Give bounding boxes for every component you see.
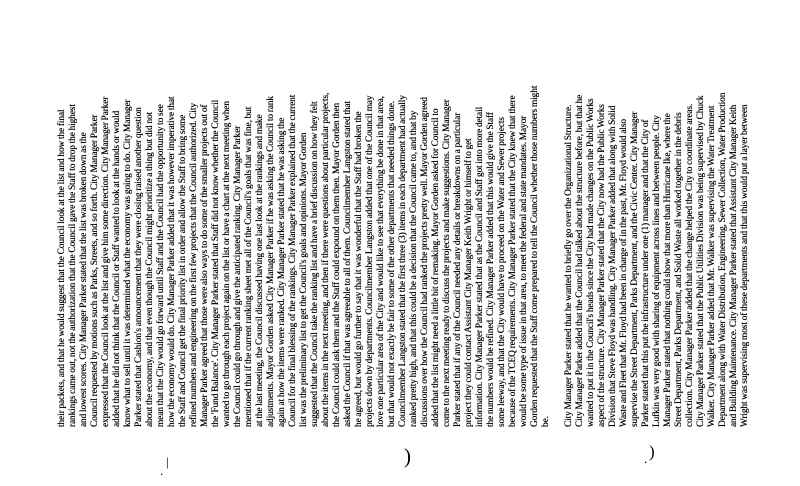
text-line: Waste and Fleet that Mr. Floyd had been in charge of in the past, Mr. Floyd would also bbox=[619, 119, 629, 427]
text-line: Manager Parker agreed that those were also ways to do some of the smaller projects out of bbox=[200, 104, 210, 427]
text-line: Council for the final blessing of the rankings. City Manager Parker explained that the current bbox=[288, 94, 298, 427]
text-line: know what to sell until it was determined what the economy was going to do. City Manager bbox=[123, 99, 133, 427]
text-line: Division that Steve Floyd was handling. City Manager Parker added that along with Solid bbox=[608, 105, 618, 427]
text-line: the 'Fund Balance'. City Manager Parker stated that Staff did not know whether the Council bbox=[211, 99, 221, 427]
text-line: information. City Manager Parker stated that as the Council and Staff got into more detail bbox=[475, 106, 485, 427]
text-line: City Manager Parker added that the Council had talked about the structure before, but that he bbox=[575, 94, 585, 427]
text-line: be. bbox=[541, 416, 551, 427]
text-line: wanted to go through each project again on the list or have a chart at the next meeting when bbox=[222, 101, 232, 427]
text-line: again at how the items were ranked. City Manager Parker stated that he was asking the bbox=[277, 117, 287, 427]
stray-ink-mark: | bbox=[166, 454, 169, 469]
stray-ink-mark: ) bbox=[404, 444, 411, 468]
text-line: the Staff and Council get the final priority list in order and allow the Staff to bring some bbox=[178, 114, 188, 427]
text-line: list was the preliminary list to get the Council's goals and opinions. Mayor Gorden bbox=[299, 132, 309, 427]
text-line: would be some type of issue in that area, to meet the federal and state mandates. Mayor bbox=[519, 115, 529, 427]
text-line: expressed that the Council look at the list and give him some direction. City Manager Parker bbox=[101, 96, 111, 427]
text-line: and Building Maintenance. City Manager Parker stated that Assistant City Manager Keith bbox=[729, 104, 739, 427]
rotated-scan-area bbox=[57, 7, 751, 427]
text-line: how the economy would do. City Manager Parker added that it was however imperative that bbox=[167, 96, 177, 427]
text-line: adjustments. Mayor Gorden asked City Manager Parker if he was asking the Council to rank bbox=[266, 96, 276, 427]
rotated-text-block bbox=[57, 7, 751, 427]
text-line: Gorden requested that the Staff come prepared to tell the Council whether those numbers might bbox=[530, 85, 540, 427]
text-line: their packets, and that he would suggest that the Council look at the list and how the final bbox=[57, 109, 67, 427]
text-line: at the last meeting, the Council discussed having one last look at the rankings and make bbox=[255, 114, 265, 427]
text-line: projects down by departments. Councilmember Langston added that one of the Council may bbox=[365, 95, 375, 427]
text-line: discussions over how the Council had ranked the projects pretty well. Mayor Gorden agreed bbox=[420, 97, 430, 427]
text-line: he agreed, but would go further to say that it was wonderful that the Staff had broken the bbox=[354, 111, 364, 427]
text-line: asked the Council if that was agreeable to all of them. Councilmember Langston stated that bbox=[343, 101, 353, 427]
text-line: Lufkin was very good with sharing of equipment across lines and between people. City bbox=[652, 115, 662, 427]
text-line: refined numbers and engineering on the first few projects that the Council authorized. City bbox=[189, 103, 199, 427]
text-line: Parker stated that Cashion's announcement that they were closing raised another question bbox=[134, 107, 144, 427]
stray-ink-mark: ) bbox=[649, 442, 655, 461]
text-line: love one particular area of the City and would like to see that everything be done in that area, bbox=[376, 96, 386, 427]
text-line: Manager Parker stated that nothing could show that more than Hurricane Ike, where the bbox=[663, 113, 673, 427]
text-line: City Manager Parker stated that he wanted to briefly go over the Organizational Structure. bbox=[564, 104, 574, 427]
text-line: wanted to put it in the Council's heads since the City had made changes on the Public Works bbox=[586, 98, 596, 427]
text-line: Councilmember Langston stated that the first three (3) items in each department had actually bbox=[398, 95, 408, 427]
text-line: suggested that the Council take the ranking list and have a brief discussion on how they felt bbox=[310, 101, 320, 427]
text-line: aspect of the structure. City Manager Parker stated that the City now had the Public Works bbox=[597, 104, 607, 427]
text-line: Wright was supervising most of these departments and that this would put a layer between bbox=[740, 104, 750, 427]
text-line: added that the list might need a little bit of remaking. Mayor Gorden asked for Council to bbox=[431, 108, 441, 427]
text-line: ranked pretty high, and that this could be a decision that the Council came to, and that by bbox=[409, 110, 419, 427]
text-line: mean that the City would go forward until Staff and the Council had the opportunity to see bbox=[156, 104, 166, 427]
paragraph-1 bbox=[57, 7, 552, 427]
text-line: City Manager Parker stated that the Public Utilities Division was being supervised by Chuck bbox=[696, 95, 706, 427]
text-line: the numbers would be refined. City Manager Parker added that this would give the Staff bbox=[486, 112, 496, 427]
text-line: the Council could go through and give the anticipated ranking. City Manager Parker bbox=[233, 125, 243, 427]
paragraph-2 bbox=[564, 7, 751, 427]
text-line: rankings came out, not the authorization that the Council gave the Staff to drop the highest bbox=[68, 104, 78, 427]
text-line: about the items in the next meeting, and then if there were questions about particular projects, bbox=[321, 92, 331, 427]
text-line: project they could contact Assistant City Manager Keith Wright or himself to get bbox=[464, 138, 474, 427]
text-line: and lowest scores. City Manager Parker stated that the list was broken down as the bbox=[79, 132, 89, 427]
text-line: but that would not exactly be fair to some of the other departments that needed things done. bbox=[387, 101, 397, 427]
text-line: Parker stated that this put the infrastructure under one (1) manager and that the City of bbox=[641, 119, 651, 427]
text-line: mentioned that if the current ranking sheet met all of the Council's goals that was fine, but bbox=[244, 106, 254, 427]
text-line: collection. City Manager Parker added that the change helped the City to coordinate areas. bbox=[685, 103, 695, 427]
text-line: some leeway, and that the City would have to proceed on the Water and Sewer projects bbox=[497, 117, 507, 427]
text-line: about the economy, and that even though the Council might prioritize a thing but did not bbox=[145, 111, 155, 427]
text-line: Walker. City Manager Parker added that Mr. Walker was supervising the Water Treatment bbox=[707, 105, 717, 427]
text-line: because of the TCEQ requirements. City Manager Parker stated that the City knew that there bbox=[508, 95, 518, 427]
stray-ink-mark: . bbox=[160, 463, 164, 478]
text-line: the Council could ask them and the Staff could expound on them then. Mayor Gorden then bbox=[332, 102, 342, 427]
text-line: added that he did not think that the Council or Staff wanted to look at the hands or would bbox=[112, 110, 122, 427]
text-line: Council requested by motions such as Parks, Streets, and so forth. City Manager Parker bbox=[90, 114, 100, 427]
text-line: Department along with Water Distribution, Engineering, Sewer Collection, Water Production bbox=[718, 92, 728, 427]
text-line: come to the next meeting ready to discuss the projects and make suggestions. City Manager bbox=[442, 99, 452, 427]
stray-ink-mark: . bbox=[644, 451, 648, 466]
text-line: Parker stated that if any of the Council needed any details or breakdowns on a particular bbox=[453, 112, 463, 427]
text-line: Street Department, Parks Department, and Solid Waste all worked together in the debris bbox=[674, 112, 684, 427]
text-line: supervise the Street Department, Parks Department, and the Civic Center. City Manager bbox=[630, 111, 640, 427]
